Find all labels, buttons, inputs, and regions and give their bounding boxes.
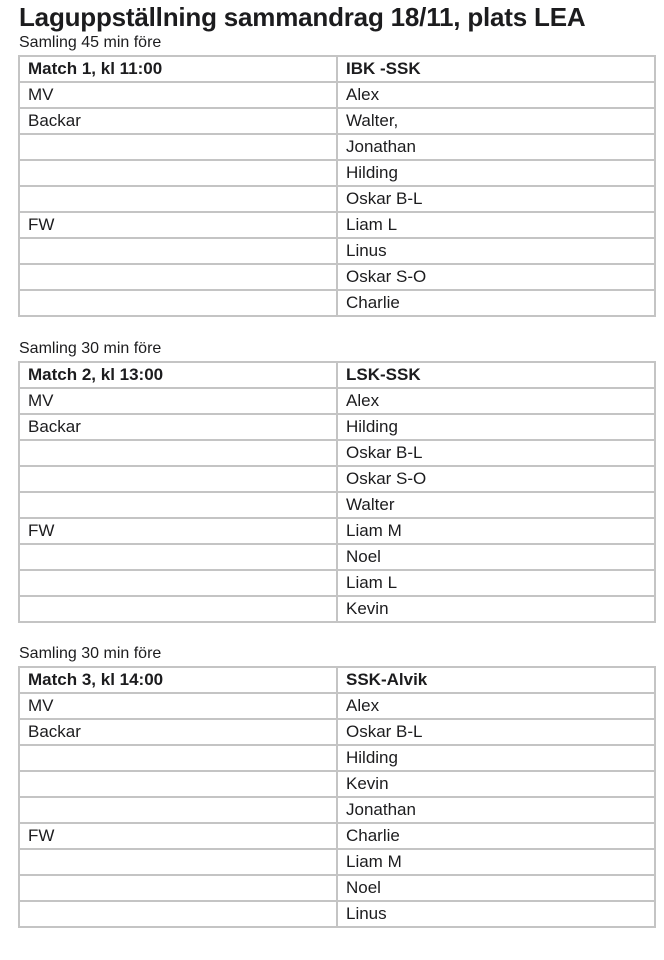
position-cell: [19, 849, 337, 875]
table-row: [19, 771, 655, 797]
position-cell: Backar: [19, 719, 337, 745]
player-cell: Walter: [337, 492, 655, 518]
player-cell: Liam M: [337, 518, 655, 544]
table-row: [19, 466, 655, 492]
lineup-table-match-3: [18, 666, 656, 928]
player-cell: Hilding: [337, 414, 655, 440]
table-header-row: [19, 362, 655, 388]
table-row: [19, 264, 655, 290]
table-row: [19, 596, 655, 622]
player-cell: Liam L: [337, 570, 655, 596]
position-cell: Backar: [19, 108, 337, 134]
position-cell: [19, 264, 337, 290]
player-cell: Alex: [337, 693, 655, 719]
position-cell: [19, 290, 337, 316]
gathering-time-match-2: Samling 30 min före: [19, 340, 162, 357]
gathering-time-match-1: Samling 45 min före: [19, 34, 162, 51]
position-cell: [19, 570, 337, 596]
table-row: [19, 212, 655, 238]
player-cell: Hilding: [337, 160, 655, 186]
player-cell: Linus: [337, 901, 655, 927]
table-row: [19, 108, 655, 134]
position-cell: FW: [19, 212, 337, 238]
table-row: [19, 823, 655, 849]
position-cell: [19, 771, 337, 797]
player-cell: Hilding: [337, 745, 655, 771]
table-row: [19, 290, 655, 316]
player-cell: Linus: [337, 238, 655, 264]
player-cell: Jonathan: [337, 797, 655, 823]
position-cell: [19, 160, 337, 186]
table-row: [19, 797, 655, 823]
table-row: [19, 238, 655, 264]
position-cell: [19, 596, 337, 622]
position-cell: FW: [19, 518, 337, 544]
player-cell: Oskar B-L: [337, 719, 655, 745]
player-cell: Charlie: [337, 290, 655, 316]
page-title: Laguppställning sammandrag 18/11, plats LEA: [19, 2, 586, 32]
player-cell: Kevin: [337, 771, 655, 797]
match-label: Match 3, kl 14:00: [19, 667, 337, 693]
table-row: [19, 719, 655, 745]
position-cell: [19, 901, 337, 927]
player-cell: Kevin: [337, 596, 655, 622]
table-row: [19, 745, 655, 771]
position-cell: MV: [19, 693, 337, 719]
match-teams: SSK-Alvik: [337, 667, 655, 693]
position-cell: [19, 466, 337, 492]
player-cell: Alex: [337, 388, 655, 414]
table-row: [19, 414, 655, 440]
position-cell: FW: [19, 823, 337, 849]
position-cell: [19, 544, 337, 570]
player-cell: Oskar S-O: [337, 264, 655, 290]
table-row: [19, 388, 655, 414]
table-header-row: [19, 667, 655, 693]
table-row: [19, 82, 655, 108]
position-cell: [19, 186, 337, 212]
position-cell: [19, 134, 337, 160]
position-cell: [19, 797, 337, 823]
table-row: [19, 570, 655, 596]
match-label: Match 2, kl 13:00: [19, 362, 337, 388]
position-cell: MV: [19, 82, 337, 108]
player-cell: Walter,: [337, 108, 655, 134]
table-row: [19, 875, 655, 901]
table-row: [19, 440, 655, 466]
player-cell: Charlie: [337, 823, 655, 849]
position-cell: [19, 238, 337, 264]
player-cell: Alex: [337, 82, 655, 108]
position-cell: [19, 745, 337, 771]
table-row: [19, 544, 655, 570]
gathering-time-match-3: Samling 30 min före: [19, 645, 162, 662]
player-cell: Oskar S-O: [337, 466, 655, 492]
table-row: [19, 849, 655, 875]
position-cell: MV: [19, 388, 337, 414]
table-row: [19, 186, 655, 212]
player-cell: Liam L: [337, 212, 655, 238]
player-cell: Noel: [337, 544, 655, 570]
position-cell: [19, 875, 337, 901]
table-row: [19, 492, 655, 518]
table-header-row: [19, 56, 655, 82]
lineup-table-match-1: [18, 55, 656, 317]
table-row: [19, 693, 655, 719]
position-cell: Backar: [19, 414, 337, 440]
position-cell: [19, 492, 337, 518]
position-cell: [19, 440, 337, 466]
table-row: [19, 134, 655, 160]
player-cell: Oskar B-L: [337, 440, 655, 466]
table-row: [19, 901, 655, 927]
lineup-table-match-2: [18, 361, 656, 623]
match-teams: LSK-SSK: [337, 362, 655, 388]
match-teams: IBK -SSK: [337, 56, 655, 82]
player-cell: Oskar B-L: [337, 186, 655, 212]
match-label: Match 1, kl 11:00: [19, 56, 337, 82]
table-row: [19, 160, 655, 186]
player-cell: Liam M: [337, 849, 655, 875]
player-cell: Noel: [337, 875, 655, 901]
player-cell: Jonathan: [337, 134, 655, 160]
table-row: [19, 518, 655, 544]
